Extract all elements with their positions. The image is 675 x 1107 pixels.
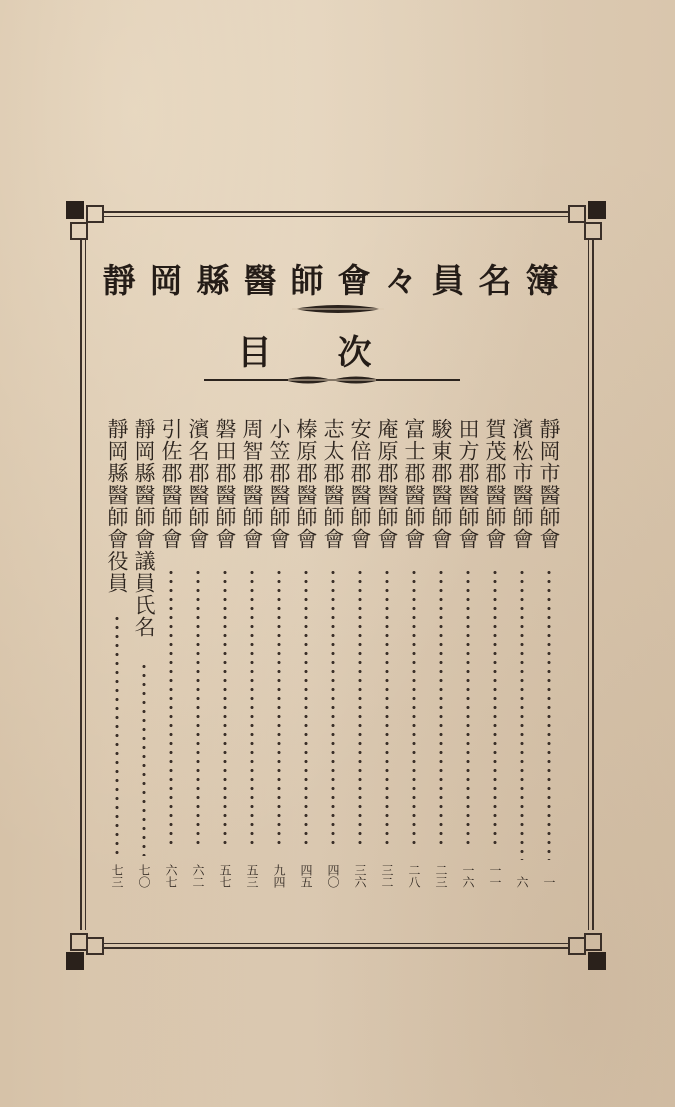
toc-leader-dots: [277, 568, 281, 848]
heading-ornament: [204, 373, 460, 387]
toc-column-6[interactable]: [402, 418, 426, 888]
toc-leader-dots: [358, 568, 362, 848]
corner-top-right-block: [588, 201, 606, 219]
toc-column-1[interactable]: [537, 418, 561, 888]
toc-page-number: 二三: [434, 864, 448, 888]
toc-page-number: 三二: [380, 864, 394, 888]
toc-entry-label: 榛原郡醫師會: [294, 418, 318, 550]
toc-entry-label: 周智郡醫師會: [240, 418, 264, 550]
toc-leader-dots: [142, 662, 146, 856]
toc-column-5[interactable]: [429, 418, 453, 888]
toc-entry-label: 濱名郡醫師會: [186, 418, 210, 550]
toc-page-number: 二八: [407, 864, 421, 888]
toc-page-number: 七〇: [137, 864, 151, 888]
toc-leader-dots: [439, 568, 443, 848]
toc-column-17[interactable]: [105, 418, 129, 888]
toc-leader-dots: [466, 568, 470, 848]
toc-entry-label: 引佐郡醫師會: [159, 418, 183, 550]
toc-entry-label: 磐田郡醫師會: [213, 418, 237, 550]
toc-page-number: 一: [542, 876, 556, 888]
toc-entry-label: 安倍郡醫師會: [348, 418, 372, 550]
toc-column-11[interactable]: [267, 418, 291, 888]
toc-entry-label: 靜岡市醫師會: [537, 418, 561, 550]
corner-top-right-box-lower: [584, 222, 602, 240]
toc-leader-dots: [520, 568, 524, 860]
toc-leader-dots: [223, 568, 227, 848]
toc-entry-label: 駿東郡醫師會: [429, 418, 453, 550]
toc-page-number: 五七: [218, 864, 232, 888]
toc-column-8[interactable]: [348, 418, 372, 888]
toc-leader-dots: [304, 568, 308, 848]
toc-column-2[interactable]: [510, 418, 534, 888]
frame-top-line-inner: [104, 216, 570, 217]
corner-top-right-box: [568, 205, 586, 223]
toc-entry-label: 賀茂郡醫師會: [483, 418, 507, 550]
toc-page-number: 五三: [245, 864, 259, 888]
toc-page-number: 四〇: [326, 864, 340, 888]
corner-top-left-box-lower: [70, 222, 88, 240]
toc-column-13[interactable]: [213, 418, 237, 888]
toc-column-4[interactable]: [456, 418, 480, 888]
toc-column-7[interactable]: [375, 418, 399, 888]
corner-top-left-box: [86, 205, 104, 223]
toc-entry-label: 靜岡縣醫師會役員: [105, 418, 129, 594]
corner-bottom-right-block: [588, 952, 606, 970]
toc-page-number: 四五: [299, 864, 313, 888]
toc-column-12[interactable]: [240, 418, 264, 888]
toc-leader-dots: [547, 568, 551, 860]
toc-column-14[interactable]: [186, 418, 210, 888]
toc-column-3[interactable]: [483, 418, 507, 888]
toc-page-number: 六七: [164, 864, 178, 888]
toc-leader-dots: [385, 568, 389, 848]
toc-page-number: 三六: [353, 864, 367, 888]
toc-column-9[interactable]: [321, 418, 345, 888]
toc-page-number: 一一: [488, 864, 502, 888]
frame-bottom-line-inner: [104, 943, 570, 944]
corner-bottom-right-box-upper: [584, 933, 602, 951]
corner-bottom-left-box: [86, 937, 104, 955]
toc-page-number: 六二: [191, 864, 205, 888]
toc-page-number: 七三: [110, 864, 124, 888]
toc-page-number: 九四: [272, 864, 286, 888]
toc-leader-dots: [169, 568, 173, 848]
frame-bottom-line: [104, 947, 570, 949]
corner-bottom-left-box-upper: [70, 933, 88, 951]
toc-entry-label: 小笠郡醫師會: [267, 418, 291, 550]
book-title: 靜岡縣醫師會々員名簿: [102, 261, 573, 300]
toc-leader-dots: [115, 614, 119, 854]
toc-leader-dots: [196, 568, 200, 848]
toc-entry-label: 富士郡醫師會: [402, 418, 426, 550]
toc-leader-dots: [493, 568, 497, 848]
toc-page-number: 一六: [461, 864, 475, 888]
frame-top-line: [104, 211, 570, 213]
toc-leader-dots: [331, 568, 335, 848]
corner-top-left-block: [66, 201, 84, 219]
toc-entry-label: 濱松市醫師會: [510, 418, 534, 550]
toc-page-number: 六: [515, 876, 529, 888]
toc-column-10[interactable]: [294, 418, 318, 888]
toc-leader-dots: [250, 568, 254, 848]
title-ornament: [292, 302, 384, 316]
toc-heading: 目次: [237, 333, 438, 373]
toc-column-16[interactable]: [132, 418, 156, 888]
corner-bottom-left-block: [66, 952, 84, 970]
toc-entry-label: 庵原郡醫師會: [375, 418, 399, 550]
toc-leader-dots: [412, 568, 416, 848]
toc-entry-label: 田方郡醫師會: [456, 418, 480, 550]
toc-column-15[interactable]: [159, 418, 183, 888]
toc-entry-label: 靜岡縣醫師會議員氏名: [132, 418, 156, 638]
toc-entry-label: 志太郡醫師會: [321, 418, 345, 550]
